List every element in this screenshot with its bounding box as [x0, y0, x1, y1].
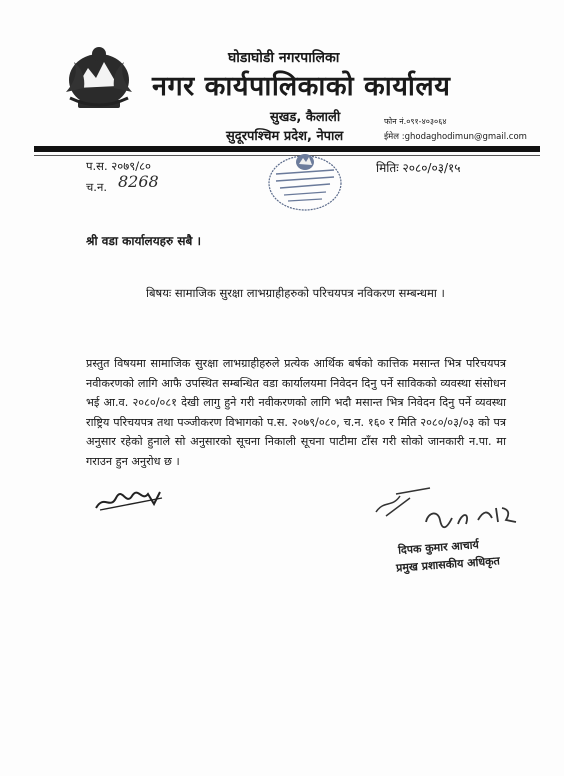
- location-line-1: सुखड, कैलाली: [270, 110, 341, 125]
- nepal-emblem-icon: [60, 42, 138, 114]
- letter-date: मितिः २०८०/०३/१५: [376, 161, 461, 175]
- office-stamp: [264, 150, 346, 212]
- municipality-name: घोडाघोडी नगरपालिका: [228, 50, 340, 66]
- letter-body: प्रस्तुत विषयमा सामाजिक सुरक्षा लाभग्राहीहरुले प्रत्येक आर्थिक बर्षको कात्तिक मसान्त भित्र परिचयपत्र नवीकरणको लागि आफै उपस्थित सम्बन्धित वडा कार्यालयमा निवेदन दिनु पर्ने साविकको व्यवस्था संसोधन भई आ.व. २०८०/०८१ देखी लागु हुने गरी नवीकरणको लागि भदौ मसान्त भित्र निवेदन दिनु पर्ने व्यवस्था राष्ट्रिय परिचयपत्र तथा पञ्जीकरण विभागको प.स. २०७९/०८०, च.न. १६० र मिति २०८०/०३/०३ को पत्र अनुसार रहेको हुनाले सो अनुसारको सूचना निकाली सूचना पाटीमा टाँस गरी सोको जानकारी न.पा. मा गराउन हुन अनुरोध छ ।: [86, 357, 506, 468]
- email-address: ईमेल :ghodaghodimun@gmail.com: [384, 132, 527, 142]
- fiscal-year-ref: प.स. २०७९/८०: [86, 159, 152, 173]
- signatory-title: प्रमुख प्रशासकीय अधिकृत: [395, 554, 501, 575]
- initial-signature: [94, 484, 166, 514]
- dispatch-number-handwritten: 8268: [118, 172, 159, 191]
- subject-line: बिषयः सामाजिक सुरक्षा लाभग्राहीहरुको परिचयपत्र नविकरण सम्बन्धमा ।: [146, 286, 445, 300]
- signatory-name: दिपक कुमार आचार्य: [397, 538, 480, 557]
- recipient: श्री वडा कार्यालयहरु सबै ।: [86, 234, 202, 248]
- office-title: नगर कार्यपालिकाको कार्यालय: [152, 71, 451, 102]
- officer-signature: [366, 482, 526, 548]
- phone-number: फोन नं.०९१-४०३०६४: [384, 117, 447, 126]
- location-line-2: सुदूरपश्चिम प्रदेश, नेपाल: [226, 129, 344, 144]
- dispatch-label: च.न.: [86, 180, 107, 194]
